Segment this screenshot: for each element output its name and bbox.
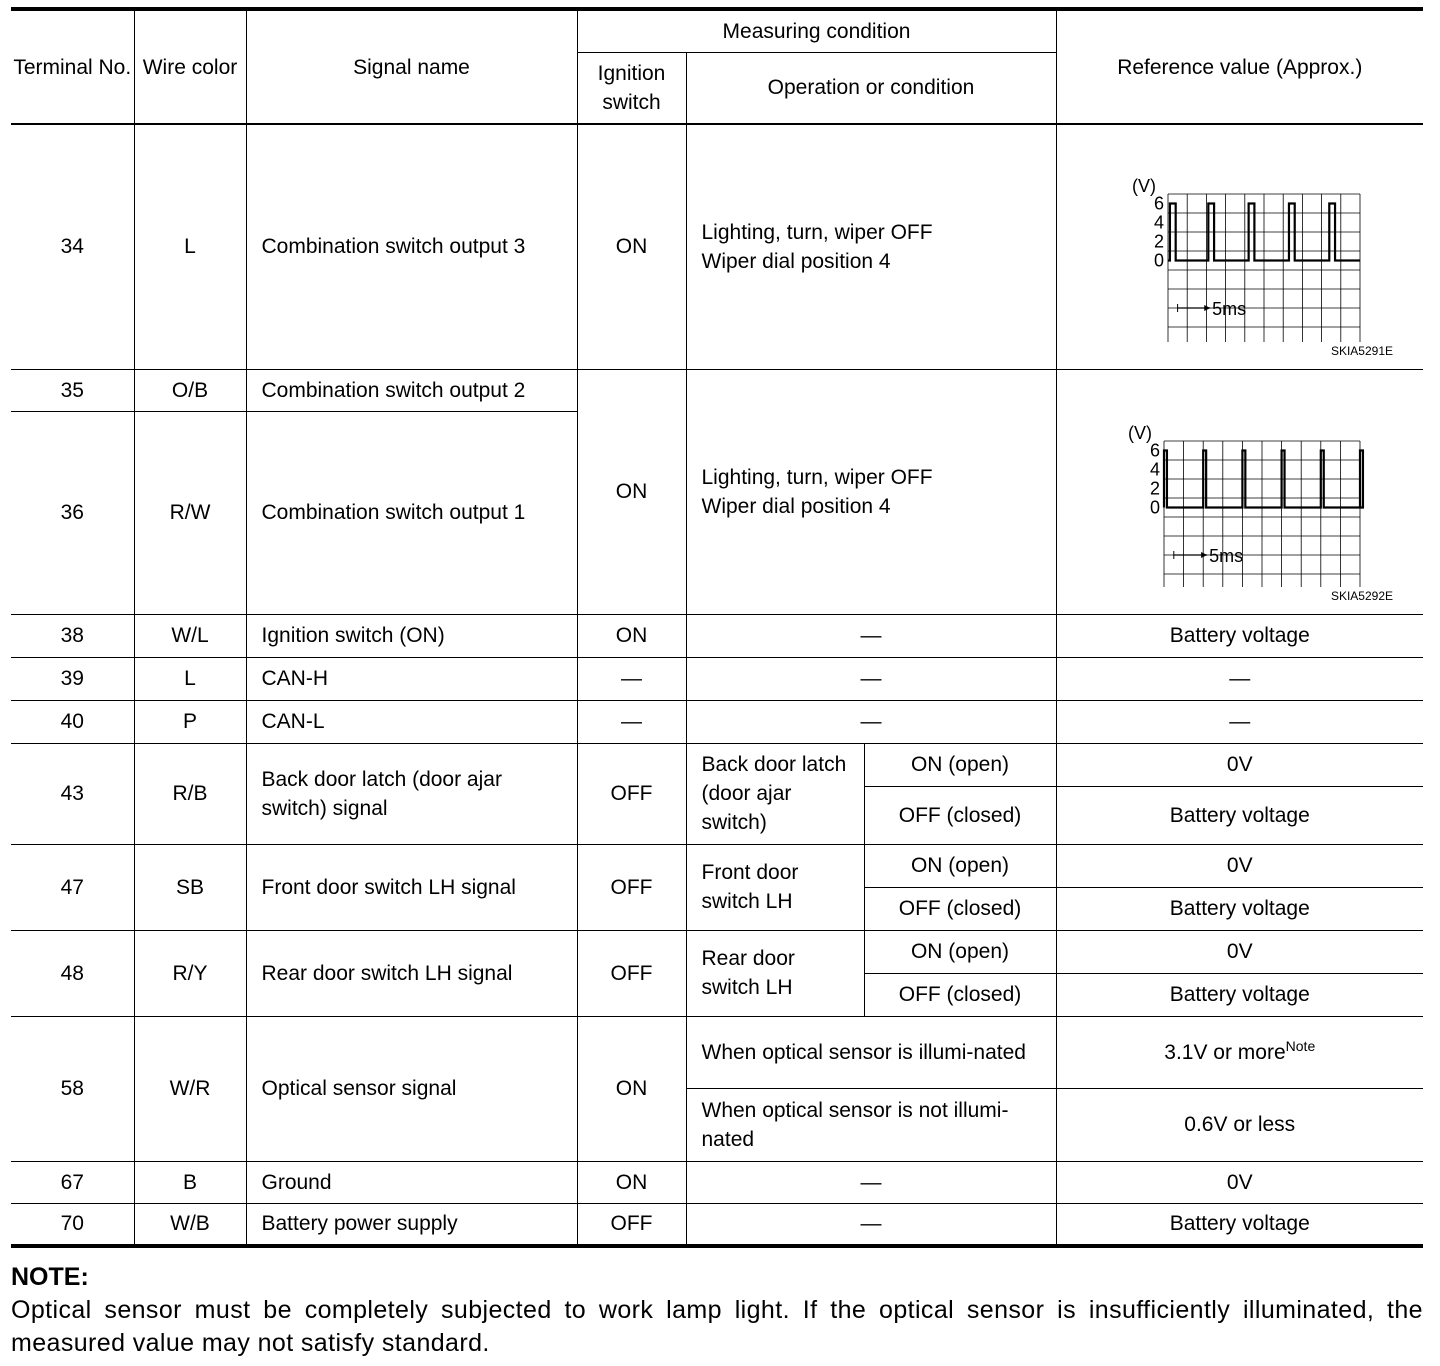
y-axis-unit: (V) [1127,422,1152,443]
signal-name-cell: Back door latch (door ajar switch) signal [246,743,577,844]
reference-cell [1056,1016,1423,1088]
ignition-cell: ON [577,369,686,614]
wire-color-cell: W/B [134,1203,246,1246]
reference-cell: 0V [1056,1161,1423,1203]
wire-color-cell: R/W [134,411,246,614]
signal-name-cell: Ground [246,1161,577,1203]
y-tick-label: 4 [1153,212,1164,233]
signal-name-cell: Front door switch LH signal [246,844,577,930]
wire-color-cell: L [134,124,246,369]
time-scale-label: 5ms [1208,545,1243,566]
table-row [11,614,1423,657]
table-row [11,844,1423,887]
state-cell: OFF (closed) [864,973,1056,1016]
signal-name-cell: Battery power supply [246,1203,577,1246]
wire-color-cell: B [134,1161,246,1203]
header-operation-or-condition: Operation or condition [686,52,1056,124]
state-cell: ON (open) [864,930,1056,973]
condition-cell: — [686,614,1056,657]
terminal-cell: 36 [11,411,134,614]
wire-color-cell: R/B [134,743,246,844]
y-axis-unit: (V) [1131,175,1156,196]
reference-cell: 0V [1056,844,1423,887]
waveform-chart [1110,397,1370,587]
condition-line: Wiper dial position 4 [701,494,891,518]
terminal-cell: 39 [11,657,134,700]
reference-waveform-cell [1056,124,1423,369]
reference-value: 3.1V or more [1164,1040,1286,1064]
condition-line: Lighting, turn, wiper OFF [701,220,933,244]
condition-cell: When optical sensor is not illumi-nated [686,1088,1056,1161]
signal-name-cell: Optical sensor signal [246,1016,577,1161]
terminal-cell: 34 [11,124,134,369]
time-scale-label: 5ms [1211,298,1246,319]
condition-cell: When optical sensor is illumi-nated [686,1016,1056,1088]
ignition-cell: — [577,700,686,743]
ignition-cell: ON [577,1161,686,1203]
signal-name-cell: Ignition switch (ON) [246,614,577,657]
reference-waveform-cell [1056,369,1423,614]
condition-line: Wiper dial position 4 [701,249,891,273]
table-row [11,743,1423,786]
table-row [11,1161,1423,1203]
reference-cell: Battery voltage [1056,614,1423,657]
signal-name-cell: CAN-L [246,700,577,743]
ignition-cell: ON [577,614,686,657]
reference-cell: — [1056,700,1423,743]
reference-cell: 0.6V or less [1056,1088,1423,1161]
signal-name-cell: Rear door switch LH signal [246,930,577,1016]
state-cell: ON (open) [864,743,1056,786]
header-terminal-no: Terminal No. [11,9,134,124]
table-row [11,700,1423,743]
ignition-cell: OFF [577,844,686,930]
ignition-cell: ON [577,1016,686,1161]
table-row [11,369,1423,411]
wire-color-cell: W/L [134,614,246,657]
reference-cell: — [1056,657,1423,700]
y-tick-label: 4 [1149,459,1160,479]
operation-cell: Back door latch (door ajar switch) [686,743,864,844]
terminal-cell: 43 [11,743,134,844]
signal-name-cell: CAN-H [246,657,577,700]
figure-code: SKIA5292E [1330,588,1393,603]
terminal-cell: 67 [11,1161,134,1203]
note-text: Optical sensor must be completely subjected to work lamp light. If the optical sensor is insufficiently illuminated, the measured value may not satisfy standard. [11,1296,1423,1357]
header-wire-color: Wire color [134,9,246,124]
note-marker: Note [1285,1037,1316,1054]
terminal-cell: 38 [11,614,134,657]
y-tick-label: 0 [1149,497,1160,517]
condition-cell: — [686,1161,1056,1203]
header-reference-value: Reference value (Approx.) [1056,9,1423,124]
note-title: NOTE: [11,1263,89,1291]
operation-cell: Rear door switch LH [686,930,864,1016]
wire-color-cell: P [134,700,246,743]
table-row [11,1016,1423,1088]
y-tick-label: 0 [1153,250,1164,271]
y-tick-label: 2 [1149,478,1160,498]
operation-cell: Front door switch LH [686,844,864,930]
state-cell: OFF (closed) [864,887,1056,930]
reference-cell: Battery voltage [1056,786,1423,844]
condition-cell [686,124,1056,369]
state-cell: ON (open) [864,844,1056,887]
signal-name-cell: Combination switch output 1 [246,411,577,614]
wire-color-cell: R/Y [134,930,246,1016]
wire-color-cell: O/B [134,369,246,411]
condition-cell: — [686,700,1056,743]
terminal-cell: 48 [11,930,134,1016]
reference-cell: Battery voltage [1056,887,1423,930]
terminal-spec-table [11,7,1423,1248]
arrow-head-icon [1204,305,1210,311]
wire-color-cell: L [134,657,246,700]
ignition-cell: OFF [577,743,686,844]
signal-name-cell: Combination switch output 2 [246,369,577,411]
condition-line: Lighting, turn, wiper OFF [701,465,933,489]
reference-cell: Battery voltage [1056,973,1423,1016]
header-measuring-condition: Measuring condition [577,9,1056,52]
header-ignition-switch: Ignition switch [577,52,686,124]
y-tick-label: 6 [1153,193,1164,214]
y-tick-label: 2 [1153,231,1164,252]
terminal-cell: 58 [11,1016,134,1161]
reference-cell: Battery voltage [1056,1203,1423,1246]
waveform-chart [1110,152,1370,342]
signal-name-cell: Combination switch output 3 [246,124,577,369]
table-row [11,930,1423,973]
ignition-cell: OFF [577,1203,686,1246]
terminal-cell: 70 [11,1203,134,1246]
reference-cell: 0V [1056,930,1423,973]
table-row [11,124,1423,369]
ignition-cell: OFF [577,930,686,1016]
header-row [11,9,1423,52]
arrow-head-icon [1201,552,1207,558]
reference-cell: 0V [1056,743,1423,786]
table-row [11,1203,1423,1246]
condition-cell: — [686,1203,1056,1246]
state-cell: OFF (closed) [864,786,1056,844]
ignition-cell: ON [577,124,686,369]
terminal-cell: 40 [11,700,134,743]
condition-cell: — [686,657,1056,700]
note-block [11,1262,1423,1360]
y-tick-label: 6 [1149,440,1160,460]
ignition-cell: — [577,657,686,700]
terminal-cell: 47 [11,844,134,930]
wire-color-cell: SB [134,844,246,930]
condition-cell [686,369,1056,614]
wire-color-cell: W/R [134,1016,246,1161]
table-row [11,657,1423,700]
figure-code: SKIA5291E [1330,343,1393,358]
terminal-cell: 35 [11,369,134,411]
header-signal-name: Signal name [246,9,577,124]
